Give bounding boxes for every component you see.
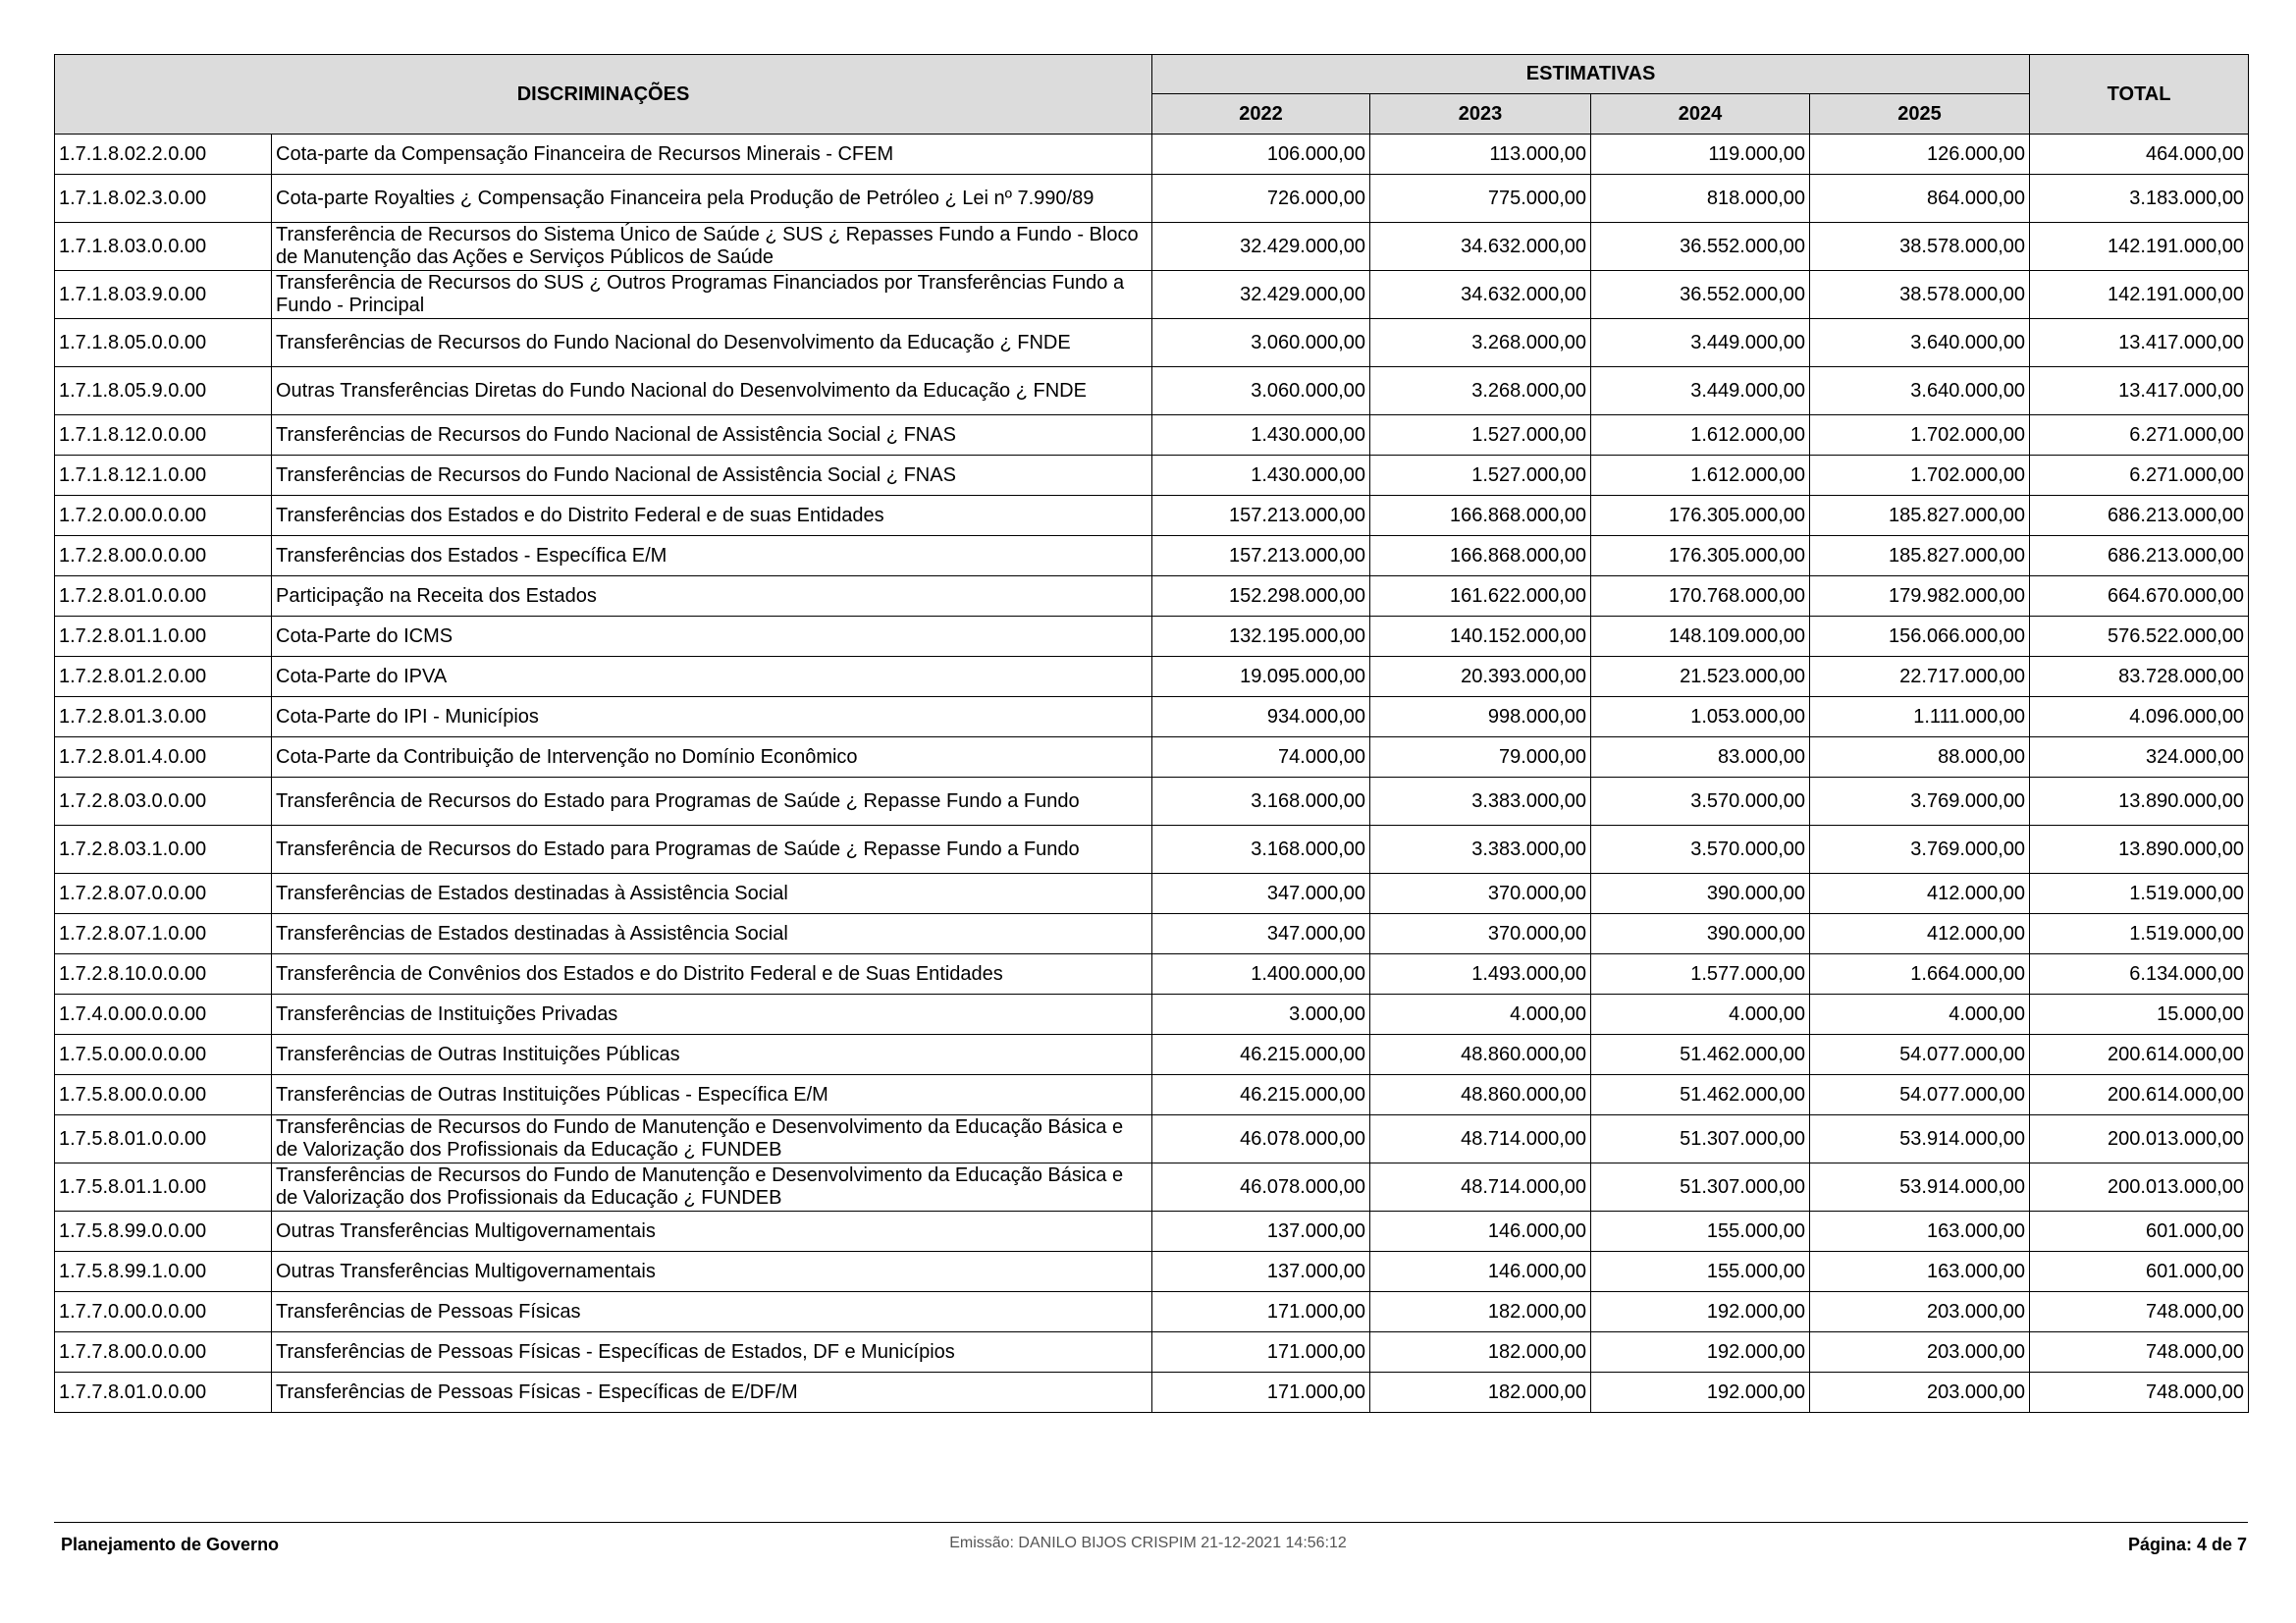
table-row (55, 496, 2249, 536)
row-value-2023: 48.860.000,00 (1370, 1035, 1591, 1075)
row-description: Transferências de Outras Instituições Públicas (272, 1035, 1152, 1075)
row-value-2025: 163.000,00 (1810, 1212, 2030, 1252)
row-value-2025: 185.827.000,00 (1810, 536, 2030, 576)
row-value-2023: 161.622.000,00 (1370, 576, 1591, 617)
row-value-2024: 3.570.000,00 (1591, 778, 1810, 826)
row-value-2025: 3.640.000,00 (1810, 367, 2030, 415)
header-discriminacoes: DISCRIMINAÇÕES (55, 55, 1152, 135)
row-total: 601.000,00 (2030, 1252, 2249, 1292)
row-value-2022: 19.095.000,00 (1152, 657, 1370, 697)
row-total: 83.728.000,00 (2030, 657, 2249, 697)
row-value-2025: 3.769.000,00 (1810, 778, 2030, 826)
row-value-2025: 54.077.000,00 (1810, 1075, 2030, 1115)
row-code: 1.7.2.8.07.1.0.00 (55, 914, 272, 954)
row-value-2022: 46.215.000,00 (1152, 1035, 1370, 1075)
row-description: Transferências de Recursos do Fundo Nacional do Desenvolvimento da Educação ¿ FNDE (272, 319, 1152, 367)
row-value-2022: 347.000,00 (1152, 874, 1370, 914)
row-value-2024: 170.768.000,00 (1591, 576, 1810, 617)
footer-department: Planejamento de Governo (61, 1535, 280, 1554)
footer-emission-info: Emissão: DANILO BIJOS CRISPIM 21-12-2021 14:56:12 (949, 1535, 1347, 1551)
row-value-2022: 726.000,00 (1152, 175, 1370, 223)
row-value-2024: 192.000,00 (1591, 1292, 1810, 1332)
footer-divider (54, 1522, 2248, 1523)
row-code: 1.7.2.8.01.3.0.00 (55, 697, 272, 737)
row-value-2023: 3.383.000,00 (1370, 826, 1591, 874)
row-value-2022: 3.168.000,00 (1152, 826, 1370, 874)
row-total: 576.522.000,00 (2030, 617, 2249, 657)
row-value-2022: 3.060.000,00 (1152, 319, 1370, 367)
row-value-2023: 182.000,00 (1370, 1332, 1591, 1373)
table-row (55, 456, 2249, 496)
row-value-2024: 148.109.000,00 (1591, 617, 1810, 657)
row-description: Transferências de Recursos do Fundo de Manutenção e Desenvolvimento da Educação Básica e de Valorização dos Profissionais da Educação ¿ FUNDEB (272, 1163, 1152, 1212)
table-body (55, 135, 2249, 1413)
row-total: 6.271.000,00 (2030, 415, 2249, 456)
row-value-2025: 38.578.000,00 (1810, 223, 2030, 271)
row-code: 1.7.5.8.99.1.0.00 (55, 1252, 272, 1292)
row-code: 1.7.2.8.00.0.0.00 (55, 536, 272, 576)
row-value-2022: 137.000,00 (1152, 1212, 1370, 1252)
table-row (55, 536, 2249, 576)
row-value-2025: 185.827.000,00 (1810, 496, 2030, 536)
table-row (55, 657, 2249, 697)
row-code: 1.7.1.8.05.0.0.00 (55, 319, 272, 367)
row-total: 13.417.000,00 (2030, 367, 2249, 415)
row-code: 1.7.1.8.05.9.0.00 (55, 367, 272, 415)
row-value-2023: 140.152.000,00 (1370, 617, 1591, 657)
row-code: 1.7.2.8.01.0.0.00 (55, 576, 272, 617)
row-value-2022: 934.000,00 (1152, 697, 1370, 737)
row-total: 748.000,00 (2030, 1292, 2249, 1332)
row-description: Transferências de Estados destinadas à Assistência Social (272, 874, 1152, 914)
row-value-2023: 146.000,00 (1370, 1252, 1591, 1292)
row-value-2023: 48.714.000,00 (1370, 1163, 1591, 1212)
row-value-2025: 22.717.000,00 (1810, 657, 2030, 697)
row-total: 15.000,00 (2030, 995, 2249, 1035)
row-value-2025: 1.702.000,00 (1810, 456, 2030, 496)
row-total: 200.614.000,00 (2030, 1075, 2249, 1115)
row-total: 664.670.000,00 (2030, 576, 2249, 617)
row-value-2023: 79.000,00 (1370, 737, 1591, 778)
row-value-2022: 157.213.000,00 (1152, 536, 1370, 576)
row-value-2024: 192.000,00 (1591, 1332, 1810, 1373)
table-header (55, 55, 2249, 135)
row-value-2024: 119.000,00 (1591, 135, 1810, 175)
table-row (55, 1252, 2249, 1292)
row-value-2022: 152.298.000,00 (1152, 576, 1370, 617)
row-description: Transferências de Recursos do Fundo Nacional de Assistência Social ¿ FNAS (272, 456, 1152, 496)
row-value-2023: 146.000,00 (1370, 1212, 1591, 1252)
row-code: 1.7.5.8.01.0.0.00 (55, 1115, 272, 1163)
table-row (55, 1115, 2249, 1163)
table-row (55, 1075, 2249, 1115)
row-value-2022: 171.000,00 (1152, 1292, 1370, 1332)
row-value-2023: 182.000,00 (1370, 1373, 1591, 1413)
row-value-2025: 1.702.000,00 (1810, 415, 2030, 456)
row-description: Transferências dos Estados e do Distrito Federal e de suas Entidades (272, 496, 1152, 536)
row-value-2024: 36.552.000,00 (1591, 223, 1810, 271)
row-value-2024: 51.307.000,00 (1591, 1115, 1810, 1163)
row-value-2024: 155.000,00 (1591, 1252, 1810, 1292)
row-description: Transferências de Recursos do Fundo Nacional de Assistência Social ¿ FNAS (272, 415, 1152, 456)
table-row (55, 826, 2249, 874)
row-value-2024: 390.000,00 (1591, 874, 1810, 914)
row-total: 6.271.000,00 (2030, 456, 2249, 496)
row-description: Transferências de Recursos do Fundo de Manutenção e Desenvolvimento da Educação Básica e de Valorização dos Profissionais da Educação ¿ FUNDEB (272, 1115, 1152, 1163)
row-value-2025: 203.000,00 (1810, 1373, 2030, 1413)
row-code: 1.7.2.8.03.1.0.00 (55, 826, 272, 874)
estimates-table (54, 54, 2249, 1413)
row-total: 200.013.000,00 (2030, 1163, 2249, 1212)
row-code: 1.7.5.8.01.1.0.00 (55, 1163, 272, 1212)
table-row (55, 954, 2249, 995)
row-value-2024: 390.000,00 (1591, 914, 1810, 954)
table-row (55, 223, 2249, 271)
row-value-2023: 48.860.000,00 (1370, 1075, 1591, 1115)
row-value-2022: 347.000,00 (1152, 914, 1370, 954)
row-value-2024: 3.570.000,00 (1591, 826, 1810, 874)
row-description: Transferências de Instituições Privadas (272, 995, 1152, 1035)
row-value-2025: 54.077.000,00 (1810, 1035, 2030, 1075)
footer-page-number: Página: 4 de 7 (2127, 1535, 2247, 1554)
row-value-2025: 412.000,00 (1810, 914, 2030, 954)
row-value-2023: 3.268.000,00 (1370, 367, 1591, 415)
row-description: Transferências dos Estados - Específica E/M (272, 536, 1152, 576)
row-value-2024: 1.577.000,00 (1591, 954, 1810, 995)
row-total: 1.519.000,00 (2030, 874, 2249, 914)
table-row (55, 617, 2249, 657)
row-value-2023: 370.000,00 (1370, 874, 1591, 914)
row-code: 1.7.2.0.00.0.0.00 (55, 496, 272, 536)
table-row (55, 737, 2249, 778)
row-value-2024: 1.612.000,00 (1591, 456, 1810, 496)
row-code: 1.7.2.8.01.1.0.00 (55, 617, 272, 657)
table-row (55, 874, 2249, 914)
row-code: 1.7.2.8.10.0.0.00 (55, 954, 272, 995)
row-code: 1.7.2.8.01.2.0.00 (55, 657, 272, 697)
row-description: Transferência de Convênios dos Estados e do Distrito Federal e de Suas Entidades (272, 954, 1152, 995)
row-description: Transferências de Outras Instituições Públicas - Específica E/M (272, 1075, 1152, 1115)
row-value-2024: 83.000,00 (1591, 737, 1810, 778)
row-value-2022: 46.215.000,00 (1152, 1075, 1370, 1115)
row-value-2023: 1.527.000,00 (1370, 456, 1591, 496)
row-total: 3.183.000,00 (2030, 175, 2249, 223)
row-code: 1.7.1.8.12.1.0.00 (55, 456, 272, 496)
row-description: Cota-Parte da Contribuição de Intervenção no Domínio Econômico (272, 737, 1152, 778)
row-value-2024: 51.462.000,00 (1591, 1035, 1810, 1075)
row-value-2022: 1.430.000,00 (1152, 456, 1370, 496)
row-description: Cota-parte da Compensação Financeira de Recursos Minerais - CFEM (272, 135, 1152, 175)
row-code: 1.7.7.8.01.0.0.00 (55, 1373, 272, 1413)
row-value-2025: 53.914.000,00 (1810, 1163, 2030, 1212)
table-row (55, 175, 2249, 223)
row-description: Outras Transferências Multigovernamentais (272, 1212, 1152, 1252)
row-value-2025: 3.640.000,00 (1810, 319, 2030, 367)
row-value-2025: 163.000,00 (1810, 1252, 2030, 1292)
row-total: 601.000,00 (2030, 1212, 2249, 1252)
row-value-2022: 74.000,00 (1152, 737, 1370, 778)
table-row (55, 778, 2249, 826)
row-code: 1.7.1.8.03.9.0.00 (55, 271, 272, 319)
row-value-2025: 126.000,00 (1810, 135, 2030, 175)
row-value-2024: 155.000,00 (1591, 1212, 1810, 1252)
row-value-2024: 21.523.000,00 (1591, 657, 1810, 697)
row-value-2023: 48.714.000,00 (1370, 1115, 1591, 1163)
row-value-2024: 3.449.000,00 (1591, 319, 1810, 367)
row-total: 200.614.000,00 (2030, 1035, 2249, 1075)
header-total: TOTAL (2030, 55, 2249, 135)
row-code: 1.7.1.8.02.3.0.00 (55, 175, 272, 223)
row-value-2023: 182.000,00 (1370, 1292, 1591, 1332)
table-row (55, 1212, 2249, 1252)
row-value-2022: 46.078.000,00 (1152, 1115, 1370, 1163)
row-value-2024: 51.307.000,00 (1591, 1163, 1810, 1212)
row-value-2023: 775.000,00 (1370, 175, 1591, 223)
row-value-2022: 1.400.000,00 (1152, 954, 1370, 995)
row-value-2023: 113.000,00 (1370, 135, 1591, 175)
row-value-2024: 1.053.000,00 (1591, 697, 1810, 737)
row-value-2022: 3.000,00 (1152, 995, 1370, 1035)
row-value-2022: 106.000,00 (1152, 135, 1370, 175)
row-value-2025: 203.000,00 (1810, 1332, 2030, 1373)
row-description: Transferências de Pessoas Físicas (272, 1292, 1152, 1332)
row-value-2022: 46.078.000,00 (1152, 1163, 1370, 1212)
header-estimativas: ESTIMATIVAS (1152, 55, 2030, 94)
row-description: Transferências de Pessoas Físicas - Específicas de E/DF/M (272, 1373, 1152, 1413)
row-total: 686.213.000,00 (2030, 496, 2249, 536)
row-value-2023: 3.268.000,00 (1370, 319, 1591, 367)
row-code: 1.7.1.8.12.0.0.00 (55, 415, 272, 456)
row-value-2025: 203.000,00 (1810, 1292, 2030, 1332)
row-value-2025: 156.066.000,00 (1810, 617, 2030, 657)
row-value-2022: 171.000,00 (1152, 1332, 1370, 1373)
row-description: Cota-Parte do ICMS (272, 617, 1152, 657)
row-value-2025: 4.000,00 (1810, 995, 2030, 1035)
row-value-2023: 370.000,00 (1370, 914, 1591, 954)
row-description: Participação na Receita dos Estados (272, 576, 1152, 617)
row-description: Cota-Parte do IPVA (272, 657, 1152, 697)
table-row (55, 914, 2249, 954)
row-value-2024: 1.612.000,00 (1591, 415, 1810, 456)
row-value-2025: 864.000,00 (1810, 175, 2030, 223)
row-description: Transferência de Recursos do Estado para Programas de Saúde ¿ Repasse Fundo a Fundo (272, 778, 1152, 826)
row-code: 1.7.2.8.03.0.0.00 (55, 778, 272, 826)
table-row (55, 135, 2249, 175)
table-row (55, 271, 2249, 319)
row-value-2022: 157.213.000,00 (1152, 496, 1370, 536)
row-total: 200.013.000,00 (2030, 1115, 2249, 1163)
table-row (55, 415, 2249, 456)
table-row (55, 995, 2249, 1035)
row-description: Outras Transferências Multigovernamentais (272, 1252, 1152, 1292)
header-year-2024: 2024 (1591, 94, 1810, 135)
row-value-2022: 1.430.000,00 (1152, 415, 1370, 456)
row-value-2022: 3.168.000,00 (1152, 778, 1370, 826)
row-code: 1.7.4.0.00.0.0.00 (55, 995, 272, 1035)
row-total: 464.000,00 (2030, 135, 2249, 175)
table-row (55, 697, 2249, 737)
table-row (55, 1332, 2249, 1373)
row-description: Transferência de Recursos do Sistema Único de Saúde ¿ SUS ¿ Repasses Fundo a Fundo - Bloco de Manutenção das Ações e Serviços Públicos de Saúde (272, 223, 1152, 271)
row-value-2024: 36.552.000,00 (1591, 271, 1810, 319)
row-value-2023: 34.632.000,00 (1370, 271, 1591, 319)
row-value-2025: 179.982.000,00 (1810, 576, 2030, 617)
row-total: 1.519.000,00 (2030, 914, 2249, 954)
row-description: Transferência de Recursos do SUS ¿ Outros Programas Financiados por Transferências Fundo a Fundo - Principal (272, 271, 1152, 319)
row-value-2023: 1.527.000,00 (1370, 415, 1591, 456)
row-value-2023: 166.868.000,00 (1370, 536, 1591, 576)
row-total: 6.134.000,00 (2030, 954, 2249, 995)
table-row (55, 1292, 2249, 1332)
row-code: 1.7.2.8.01.4.0.00 (55, 737, 272, 778)
row-value-2023: 20.393.000,00 (1370, 657, 1591, 697)
row-value-2024: 818.000,00 (1591, 175, 1810, 223)
row-code: 1.7.1.8.03.0.0.00 (55, 223, 272, 271)
row-total: 748.000,00 (2030, 1332, 2249, 1373)
table-row (55, 319, 2249, 367)
row-value-2024: 51.462.000,00 (1591, 1075, 1810, 1115)
table-row (55, 367, 2249, 415)
table-row (55, 576, 2249, 617)
row-value-2023: 34.632.000,00 (1370, 223, 1591, 271)
row-total: 13.890.000,00 (2030, 778, 2249, 826)
row-value-2023: 3.383.000,00 (1370, 778, 1591, 826)
row-value-2023: 1.493.000,00 (1370, 954, 1591, 995)
row-total: 686.213.000,00 (2030, 536, 2249, 576)
row-value-2022: 132.195.000,00 (1152, 617, 1370, 657)
row-code: 1.7.5.0.00.0.0.00 (55, 1035, 272, 1075)
row-total: 4.096.000,00 (2030, 697, 2249, 737)
row-value-2025: 1.111.000,00 (1810, 697, 2030, 737)
table-row (55, 1163, 2249, 1212)
row-value-2023: 166.868.000,00 (1370, 496, 1591, 536)
header-year-2025: 2025 (1810, 94, 2030, 135)
row-description: Cota-Parte do IPI - Municípios (272, 697, 1152, 737)
row-total: 748.000,00 (2030, 1373, 2249, 1413)
row-value-2023: 4.000,00 (1370, 995, 1591, 1035)
row-value-2024: 3.449.000,00 (1591, 367, 1810, 415)
row-total: 324.000,00 (2030, 737, 2249, 778)
table-row (55, 1373, 2249, 1413)
row-total: 142.191.000,00 (2030, 223, 2249, 271)
row-code: 1.7.5.8.00.0.0.00 (55, 1075, 272, 1115)
row-description: Transferência de Recursos do Estado para Programas de Saúde ¿ Repasse Fundo a Fundo (272, 826, 1152, 874)
header-year-2022: 2022 (1152, 94, 1370, 135)
row-value-2022: 32.429.000,00 (1152, 223, 1370, 271)
row-value-2025: 1.664.000,00 (1810, 954, 2030, 995)
row-total: 13.417.000,00 (2030, 319, 2249, 367)
row-code: 1.7.1.8.02.2.0.00 (55, 135, 272, 175)
row-description: Transferências de Pessoas Físicas - Específicas de Estados, DF e Municípios (272, 1332, 1152, 1373)
row-total: 142.191.000,00 (2030, 271, 2249, 319)
row-value-2025: 53.914.000,00 (1810, 1115, 2030, 1163)
header-year-2023: 2023 (1370, 94, 1591, 135)
row-value-2022: 171.000,00 (1152, 1373, 1370, 1413)
row-value-2025: 38.578.000,00 (1810, 271, 2030, 319)
row-value-2025: 3.769.000,00 (1810, 826, 2030, 874)
row-total: 13.890.000,00 (2030, 826, 2249, 874)
row-code: 1.7.2.8.07.0.0.00 (55, 874, 272, 914)
row-code: 1.7.7.0.00.0.0.00 (55, 1292, 272, 1332)
row-code: 1.7.5.8.99.0.0.00 (55, 1212, 272, 1252)
row-value-2022: 32.429.000,00 (1152, 271, 1370, 319)
row-value-2022: 137.000,00 (1152, 1252, 1370, 1292)
row-description: Cota-parte Royalties ¿ Compensação Financeira pela Produção de Petróleo ¿ Lei nº 7.990/89 (272, 175, 1152, 223)
row-value-2022: 3.060.000,00 (1152, 367, 1370, 415)
row-description: Transferências de Estados destinadas à Assistência Social (272, 914, 1152, 954)
row-code: 1.7.7.8.00.0.0.00 (55, 1332, 272, 1373)
row-value-2024: 4.000,00 (1591, 995, 1810, 1035)
row-value-2024: 176.305.000,00 (1591, 536, 1810, 576)
row-value-2023: 998.000,00 (1370, 697, 1591, 737)
row-description: Outras Transferências Diretas do Fundo Nacional do Desenvolvimento da Educação ¿ FNDE (272, 367, 1152, 415)
row-value-2024: 192.000,00 (1591, 1373, 1810, 1413)
row-value-2024: 176.305.000,00 (1591, 496, 1810, 536)
table-row (55, 1035, 2249, 1075)
row-value-2025: 88.000,00 (1810, 737, 2030, 778)
row-value-2025: 412.000,00 (1810, 874, 2030, 914)
